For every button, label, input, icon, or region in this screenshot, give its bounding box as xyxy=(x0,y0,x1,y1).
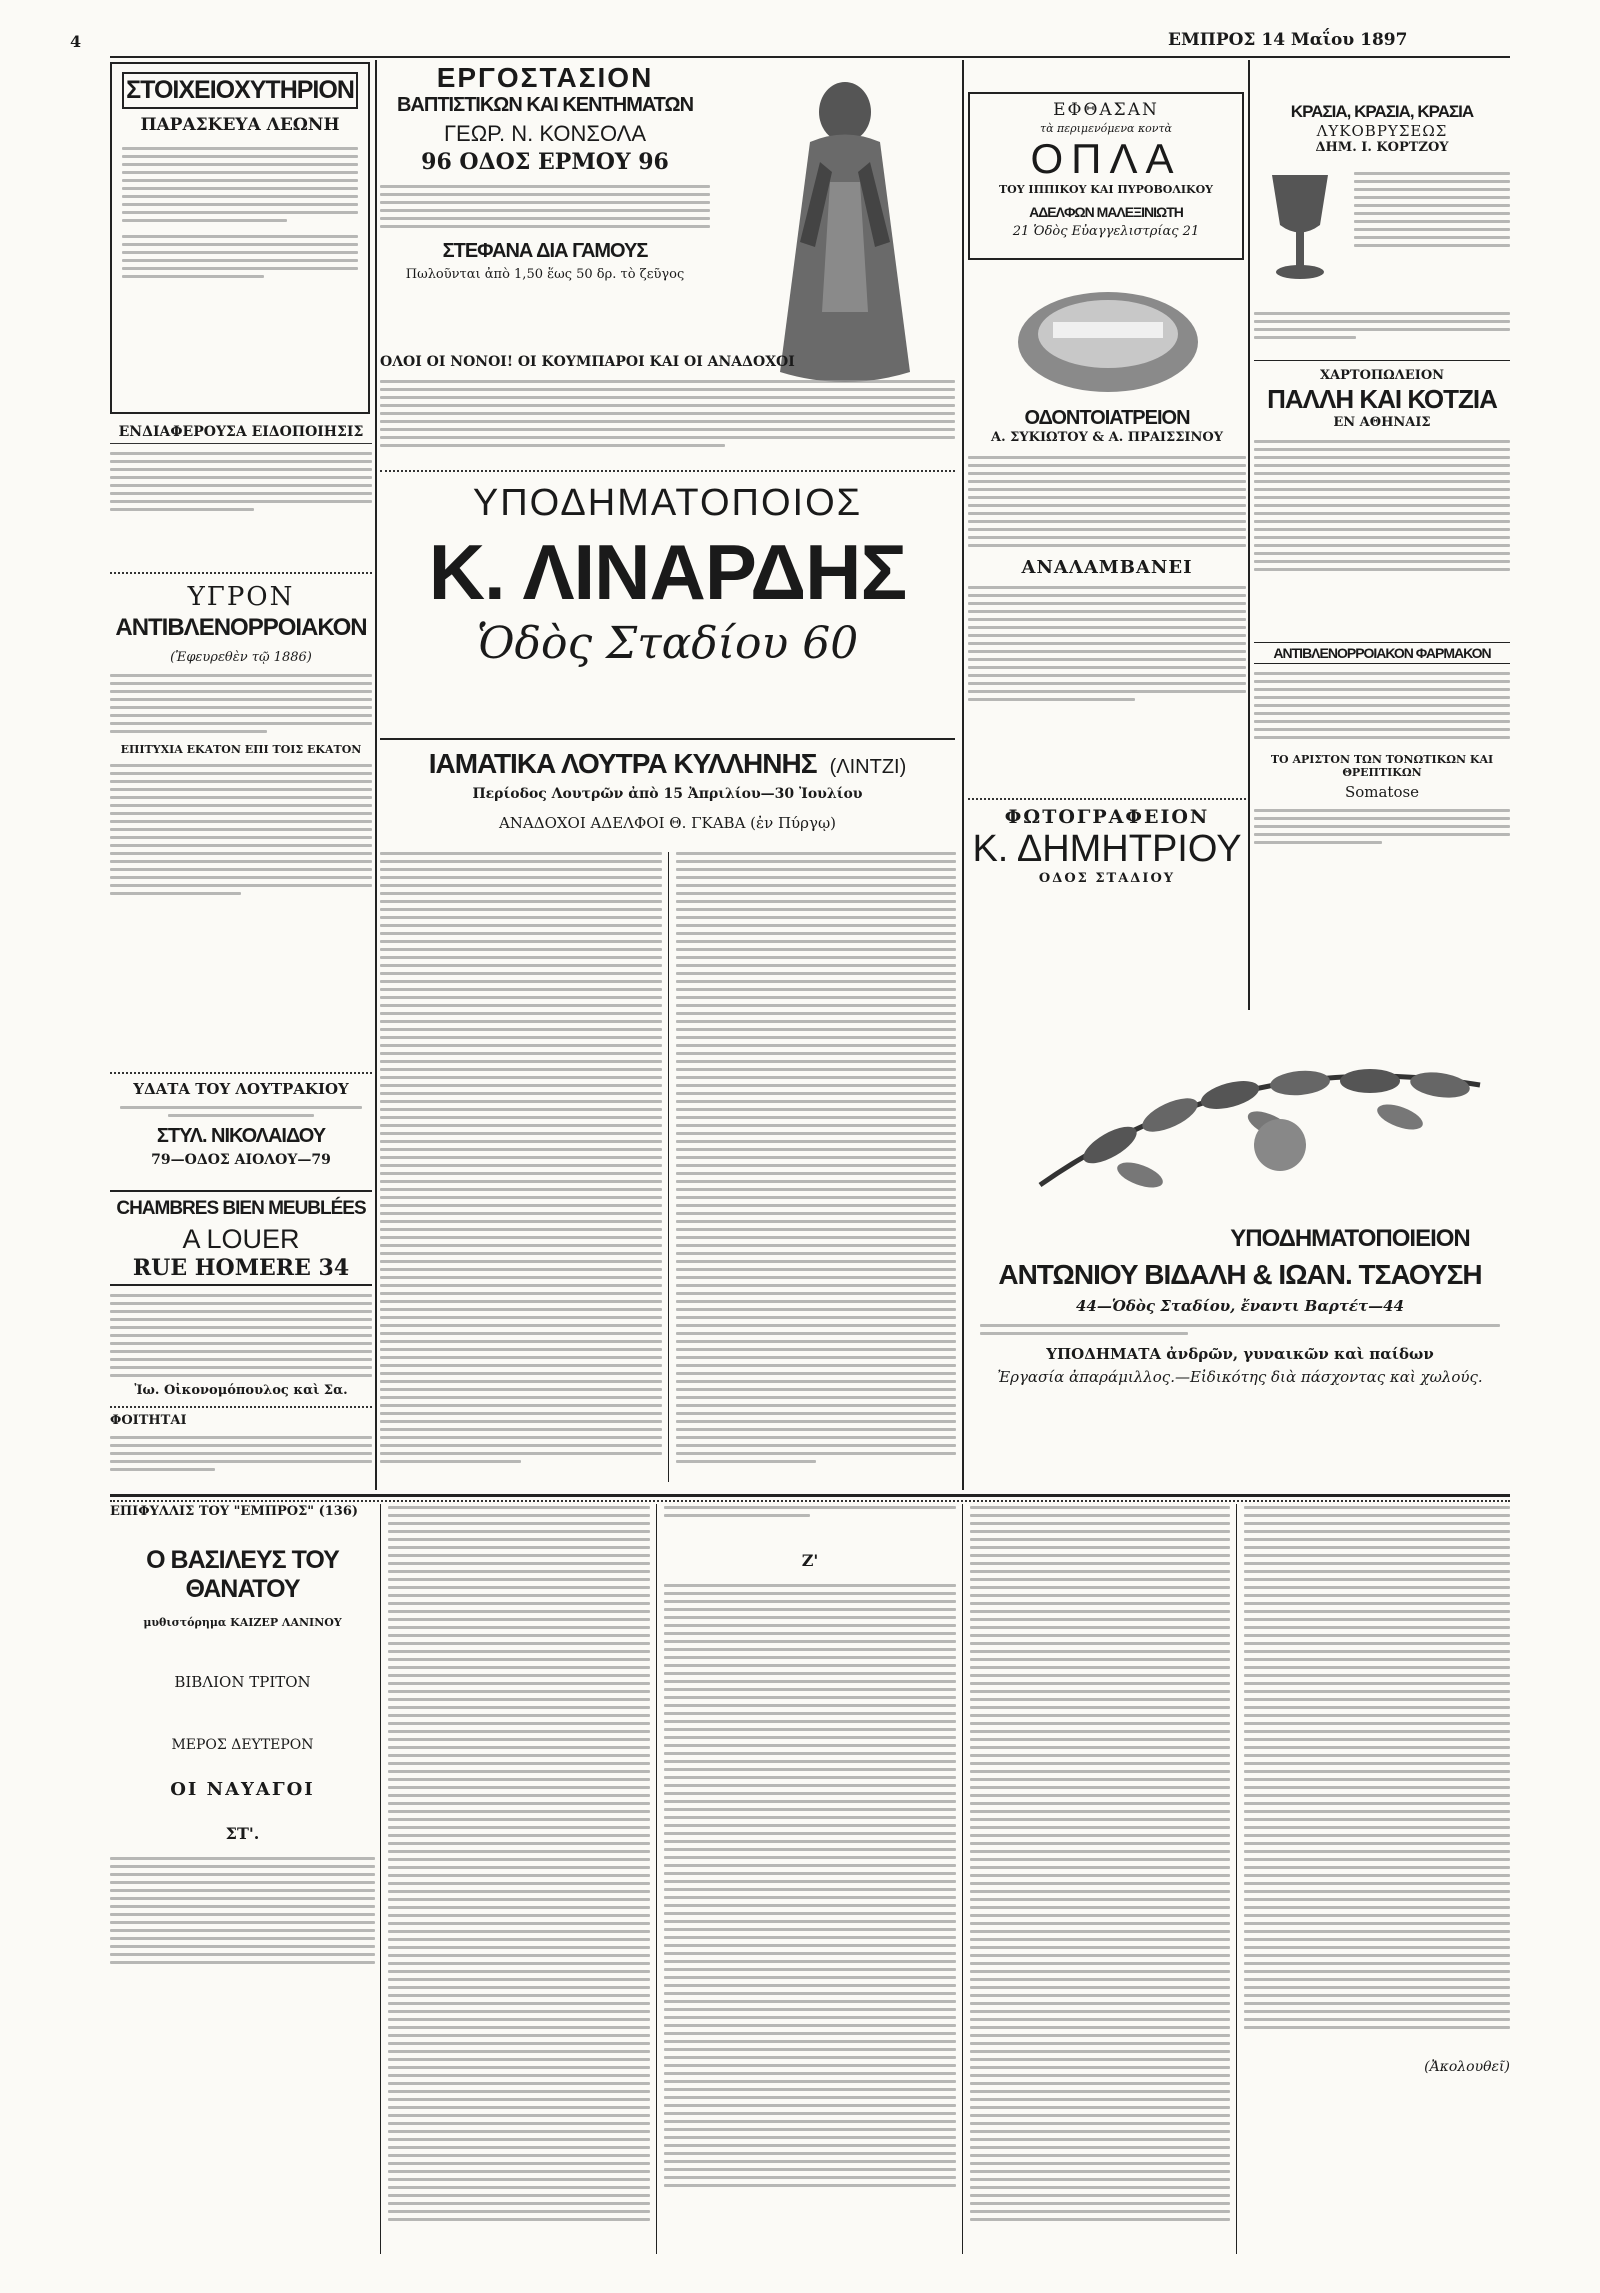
column-rule xyxy=(1248,60,1250,1010)
ad-subtitle: τὰ περιμενόμενα κοντὰ xyxy=(1040,122,1172,135)
ad-signature: Ἰω. Οἰκονομόπουλος καὶ Σα. xyxy=(134,1383,348,1398)
ad-text-left xyxy=(380,852,662,1463)
serial-title: Ο ΒΑΣΙΛΕΥΣ ΤΟΥ ΘΑΝΑΤΟΥ xyxy=(146,1546,339,1604)
ad-title: ΥΠΟΔΗΜΑΤΟΠΟΙΟΣ xyxy=(472,482,863,524)
column-rule xyxy=(380,1504,381,2254)
ad-title: ΥΓΡΟΝ xyxy=(187,582,295,612)
ad-body-text xyxy=(968,586,1246,701)
serial-column-3 xyxy=(664,1506,956,2256)
ad-address: 79—ΟΔΟΣ ΑΙΟΛΟΥ—79 xyxy=(151,1152,331,1168)
ad-shoeshop xyxy=(970,1225,1510,1386)
ad-title: ΕΡΓΟΣΤΑΣΙΟΝ xyxy=(436,62,654,93)
ad-notice xyxy=(110,424,372,511)
ad-line-2: Ἐργασία ἀπαράμιλλος.—Εἰδικότης διὰ πάσχοντας καὶ χωλούς. xyxy=(997,1367,1483,1386)
ad-body-text xyxy=(968,456,1246,547)
serial-column-5 xyxy=(1244,1506,1510,2256)
ad-body-text xyxy=(380,185,710,228)
ad-year: (Ἐφευρεθὲν τῷ 1886) xyxy=(170,650,312,665)
column-rule xyxy=(1236,1504,1237,2254)
column-1 xyxy=(110,62,372,1490)
column-rule xyxy=(962,60,964,1490)
ad-title: ΦΩΤΟΓΡΑΦΕΙΟΝ xyxy=(1004,806,1210,828)
column-4 xyxy=(1254,62,1510,1012)
section-divider xyxy=(110,1406,372,1408)
ad-chambres xyxy=(110,1190,372,1286)
ad-owners: ΑΝΑΔΟΧΟΙ ΑΔΕΛΦΟΙ Θ. ΓΚΑΒΑ (ἐν Πύργῳ) xyxy=(498,813,837,832)
ad-address: 21 Ὁδὸς Εὐαγγελιστρίας 21 xyxy=(1012,224,1200,240)
serial-book: ΒΙΒΛΙΟΝ ΤΡΙΤΟΝ xyxy=(174,1673,311,1692)
ad-body-text xyxy=(1254,440,1510,571)
ad-title: ΥΠΟΔΗΜΑΤΟΠΟΙΕΙΟΝ xyxy=(1230,1225,1470,1252)
ad-title: ΚΡΑΣΙΑ, ΚΡΑΣΙΑ, ΚΡΑΣΙΑ xyxy=(1290,102,1474,121)
ad-big-title: ΑΝΤΙΒΛΕΝΟΡΡΟΙΑΚΟΝ xyxy=(115,614,367,641)
ad-services xyxy=(110,1294,372,1471)
serial-part: ΜΕΡΟΣ ΔΕΥΤΕΡΟΝ xyxy=(171,1737,314,1754)
ad-dentist xyxy=(968,407,1246,701)
ad-wreaths: ΣΤΕΦΑΝΑ ΔΙΑ ΓΑΜΟΥΣ xyxy=(442,240,648,262)
ad-name: Κ. ΛΙΝΑΡΔΗΣ xyxy=(428,528,907,616)
serial-text xyxy=(664,1506,956,1517)
section-divider xyxy=(380,470,955,472)
ad-owner: ΔΗΜ. Ι. ΚΟΡΤΖΟΥ xyxy=(1315,140,1449,155)
ad-address: Ὁδὸς Σταδίου 60 xyxy=(476,618,859,669)
ad-subheading: ΕΠΙΤΥΧΙΑ ΕΚΑΤΟΝ ΕΠΙ ΤΟΙΣ ΕΚΑΤΟΝ xyxy=(120,743,362,757)
column-2 xyxy=(380,62,960,1492)
ad-wine xyxy=(1254,102,1510,156)
ad-shop: ΑΔΕΛΦΩΝ ΜΑΛΕΞΙΝΙΩΤΗ xyxy=(1029,204,1183,221)
serial-section: Ζ' xyxy=(801,1551,819,1570)
ad-subheading: ΑΝΑΛΑΜΒΑΝΕΙ xyxy=(1021,557,1193,579)
ad-place: (ΛΙΝΤΖΙ) xyxy=(829,756,907,778)
ad-antiblen-pharmacy xyxy=(1254,642,1510,844)
section-divider xyxy=(110,572,372,574)
ad-title: ΙΑΜΑΤΙΚΑ ΛΟΥΤΡΑ ΚΥΛΛΗΝΗΣ xyxy=(428,748,817,779)
ad-address: 96 ΟΔΟΣ ΕΡΜΟΥ 96 xyxy=(421,149,669,175)
section-divider xyxy=(968,798,1246,800)
ad-subtitle: ΛΥΚΟΒΡΥΣΕΩΣ xyxy=(1316,122,1448,140)
section-divider xyxy=(380,738,955,740)
laurel-branch-illustration xyxy=(1020,1005,1500,1205)
section-divider xyxy=(1254,360,1510,361)
ad-factory xyxy=(380,62,710,283)
ad-title: ΣΤΟΙΧΕΙΟΧΥΤΗΡΙΟΝ xyxy=(122,72,358,109)
ad-body-text xyxy=(110,452,372,511)
serial-text xyxy=(664,1584,956,2187)
ad-baths xyxy=(380,748,955,832)
serial-label: ΕΠΙΦΥΛΛΙΣ ΤΟΥ "ΕΜΠΡΟΣ" (136) xyxy=(110,1504,359,1519)
ad-address: ΟΔΟΣ ΣΤΑΔΙΟΥ xyxy=(1038,871,1176,886)
ad-photographer xyxy=(968,798,1246,887)
ad-body-text xyxy=(110,1436,372,1471)
ad-shop: ΣΤΥΛ. ΝΙΚΟΛΑΙΔΟΥ xyxy=(156,1125,326,1147)
ad-body-text xyxy=(980,1324,1500,1335)
ad-typefoundry xyxy=(110,62,370,414)
ad-somatose: Somatose xyxy=(1344,783,1420,802)
ad-subtitle: ΠΑΡΑΣΚΕΥΑ ΛΕΩΝΗ xyxy=(140,115,340,135)
serial-column-4 xyxy=(970,1506,1230,2256)
ad-keyword: ΦΟΙΤΗΤΑΙ xyxy=(110,1413,187,1429)
ad-line: ΥΠΟΔΗΜΑΤΑ ἀνδρῶν, γυναικῶν καὶ παίδων xyxy=(1046,1344,1434,1363)
ad-loutraki xyxy=(110,1080,372,1168)
ad-line: A LOUER xyxy=(182,1224,300,1254)
ad-wreaths-price: Πωλοῦνται ἀπὸ 1,50 ἕως 50 δρ. τὸ ζεῦγος xyxy=(405,267,685,282)
ad-body-text xyxy=(110,674,372,733)
serial-column-1 xyxy=(110,1504,375,2264)
serial-text xyxy=(1244,1506,1510,2029)
ad-antiblen xyxy=(110,582,372,895)
ad-title: ΟΔΟΝΤΟΙΑΤΡΕΙΟΝ xyxy=(1024,407,1190,429)
serial-byline: μυθιστόρημα ΚΑΙΖΕΡ ΛΑΝΙΝΟΥ xyxy=(143,1616,342,1630)
header-rule xyxy=(110,56,1510,58)
section-divider xyxy=(110,1072,372,1074)
masthead-date: ΕΜΠΡΟΣ 14 Μαΐου 1897 xyxy=(1168,30,1408,50)
ad-name: Κ. ΔΗΜΗΤΡΙΟΥ xyxy=(972,828,1242,870)
ad-title: ΕΦΘΑΣΑΝ xyxy=(1053,100,1159,120)
ad-title: ΑΝΤΙΒΛΕΝΟΡΡΟΙΑΚΟΝ ΦΑΡΜΑΚΟΝ xyxy=(1254,642,1510,664)
ad-body-text xyxy=(110,1294,372,1377)
ad-owner: ΓΕΩΡ. Ν. ΚΟΝΣΟΛΑ xyxy=(443,121,647,146)
ad-body-text xyxy=(122,147,358,278)
serial-continued: (Ἀκολουθεῖ) xyxy=(1424,2059,1510,2075)
section-rule xyxy=(110,1494,1510,1497)
ad-title: ΧΑΡΤΟΠΩΛΕΙΟΝ xyxy=(1319,368,1445,383)
ad-line: RUE HOMERE 34 xyxy=(110,1255,372,1286)
ad-weapons xyxy=(968,92,1244,260)
serial-chapter-number: ΣΤ'. xyxy=(225,1824,260,1844)
ad-title: ΕΝΔΙΑΦΕΡΟΥΣΑ ΕΙΔΟΠΟΙΗΣΙΣ xyxy=(110,424,372,444)
ad-line: CHAMBRES BIEN MEUBLÉES xyxy=(116,1198,366,1219)
column-rule xyxy=(656,1504,657,2254)
ad-sub: ΤΟΥ ΙΠΠΙΚΟΥ ΚΑΙ ΠΥΡΟΒΟΛΙΚΟΥ xyxy=(998,183,1214,197)
page-number: 4 xyxy=(70,32,82,51)
ad-names: Α. ΣΥΚΙΩΤΟΥ & Α. ΠΡΑΙΣΣΙΝΟΥ xyxy=(991,430,1223,445)
ad-city: ΕΝ ΑΘΗΝΑΙΣ xyxy=(1333,415,1431,431)
ad-title-2: ΒΑΠΤΙΣΤΙΚΩΝ ΚΑΙ ΚΕΝΤΗΜΑΤΩΝ xyxy=(396,94,694,116)
wine-glass-illustration xyxy=(1260,170,1340,290)
ad-slogan: ΟΛΟΙ ΟΙ ΝΟΝΟΙ! ΟΙ ΚΟΥΜΠΑΡΟΙ ΚΑΙ ΟΙ ΑΝΑΔΟΧΟΙ xyxy=(380,354,795,370)
ad-body-text xyxy=(110,764,372,895)
serial-text xyxy=(110,1857,375,1964)
ad-names: ΑΝΤΩΝΙΟΥ ΒΙΔΑΛΗ & ΙΩΑΝ. ΤΣΑΟΥΣΗ xyxy=(998,1259,1482,1290)
ad-shoemaker xyxy=(380,482,955,669)
column-rule xyxy=(668,852,669,1482)
column-rule xyxy=(962,1504,963,2254)
ad-body-text xyxy=(380,380,955,447)
serial-chapter: ΟΙ ΝΑΥΑΓΟΙ xyxy=(170,1779,315,1801)
ad-address: 44—Ὁδὸς Σταδίου, ἔναντι Βαρτέτ—44 xyxy=(1075,1297,1405,1315)
ad-body-text xyxy=(1254,809,1510,844)
ad-stationery xyxy=(1254,368,1510,571)
ad-body-text xyxy=(120,1106,362,1117)
baptism-figure-illustration xyxy=(740,72,950,402)
ad-body-text xyxy=(1354,172,1510,247)
ad-best: ΤΟ ΑΡΙΣΤΟΝ ΤΩΝ ΤΟΝΩΤΙΚΩΝ ΚΑΙ ΘΡΕΠΤΙΚΩΝ xyxy=(1270,753,1494,780)
ad-big-title: ΟΠΛΑ xyxy=(1030,135,1182,183)
ad-body-text xyxy=(1254,312,1510,339)
ad-names: ΠΑΛΛΗ ΚΑΙ ΚΟΤΖΙΑ xyxy=(1267,384,1497,415)
ad-period: Περίοδος Λουτρῶν ἀπὸ 15 Ἀπριλίου—30 Ἰουλίου xyxy=(472,786,863,802)
ad-body-text xyxy=(1254,672,1510,739)
ad-title: ΥΔΑΤΑ ΤΟΥ ΛΟΥΤΡΑΚΙΟΥ xyxy=(133,1080,349,1098)
ad-text-right xyxy=(676,852,956,1463)
dentures-illustration xyxy=(1008,272,1208,402)
serial-column-2 xyxy=(388,1506,650,2256)
serial-rule xyxy=(110,1500,1510,1502)
column-rule xyxy=(375,60,377,1490)
